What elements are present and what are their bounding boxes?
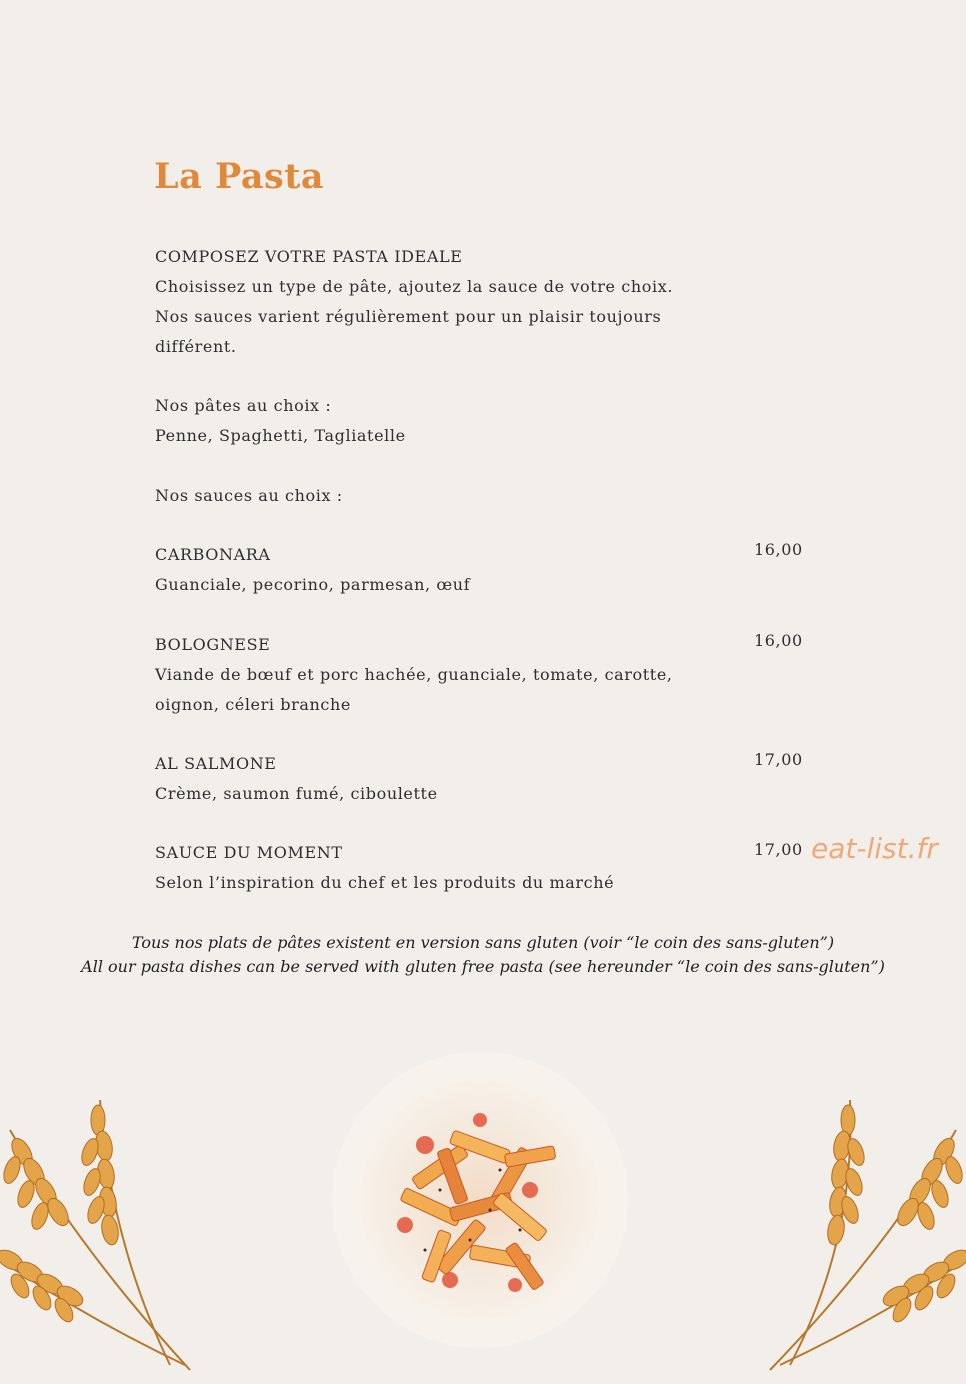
wheat-right-icon (760, 1090, 966, 1384)
item-description: oignon, céleri branche (155, 695, 351, 714)
gluten-note-fr: Tous nos plats de pâtes existent en version sans gluten (voir “le coin des sans-gluten”) (131, 933, 835, 952)
item-price: 16,00 (754, 540, 803, 559)
item-description: Crème, saumon fumé, ciboulette (155, 784, 438, 803)
intro-line-2: Nos sauces varient régulièrement pour un plaisir toujours (155, 307, 662, 326)
pasta-choice-options: Penne, Spaghetti, Tagliatelle (155, 426, 406, 445)
intro-line-3: différent. (155, 337, 237, 356)
intro-heading: COMPOSEZ VOTRE PASTA IDEALE (155, 247, 463, 266)
item-name: SAUCE DU MOMENT (155, 843, 343, 862)
gluten-note-en: All our pasta dishes can be served with gluten free pasta (see hereunder “le coin des sans-gluten”) (81, 957, 885, 976)
item-name: CARBONARA (155, 545, 271, 564)
wheat-left-icon (0, 1090, 200, 1384)
item-price: 17,00 (754, 750, 803, 769)
item-description: Selon l’inspiration du chef et les produits du marché (155, 873, 615, 892)
intro-line-1: Choisissez un type de pâte, ajoutez la sauce de votre choix. (155, 277, 674, 296)
item-description: Guanciale, pecorino, parmesan, œuf (155, 575, 471, 594)
item-description: Viande de bœuf et porc hachée, guanciale, tomate, carotte, (155, 665, 673, 684)
watermark: eat-list.fr (811, 832, 938, 865)
item-name: BOLOGNESE (155, 635, 271, 654)
item-price: 16,00 (754, 631, 803, 650)
pasta-choice-label: Nos pâtes au choix : (155, 396, 332, 415)
page-title: La Pasta (154, 156, 325, 197)
pasta-plate-icon (330, 1050, 630, 1354)
item-price: 17,00 (754, 840, 803, 859)
sauce-choice-label: Nos sauces au choix : (155, 486, 343, 505)
item-name: AL SALMONE (155, 754, 277, 773)
